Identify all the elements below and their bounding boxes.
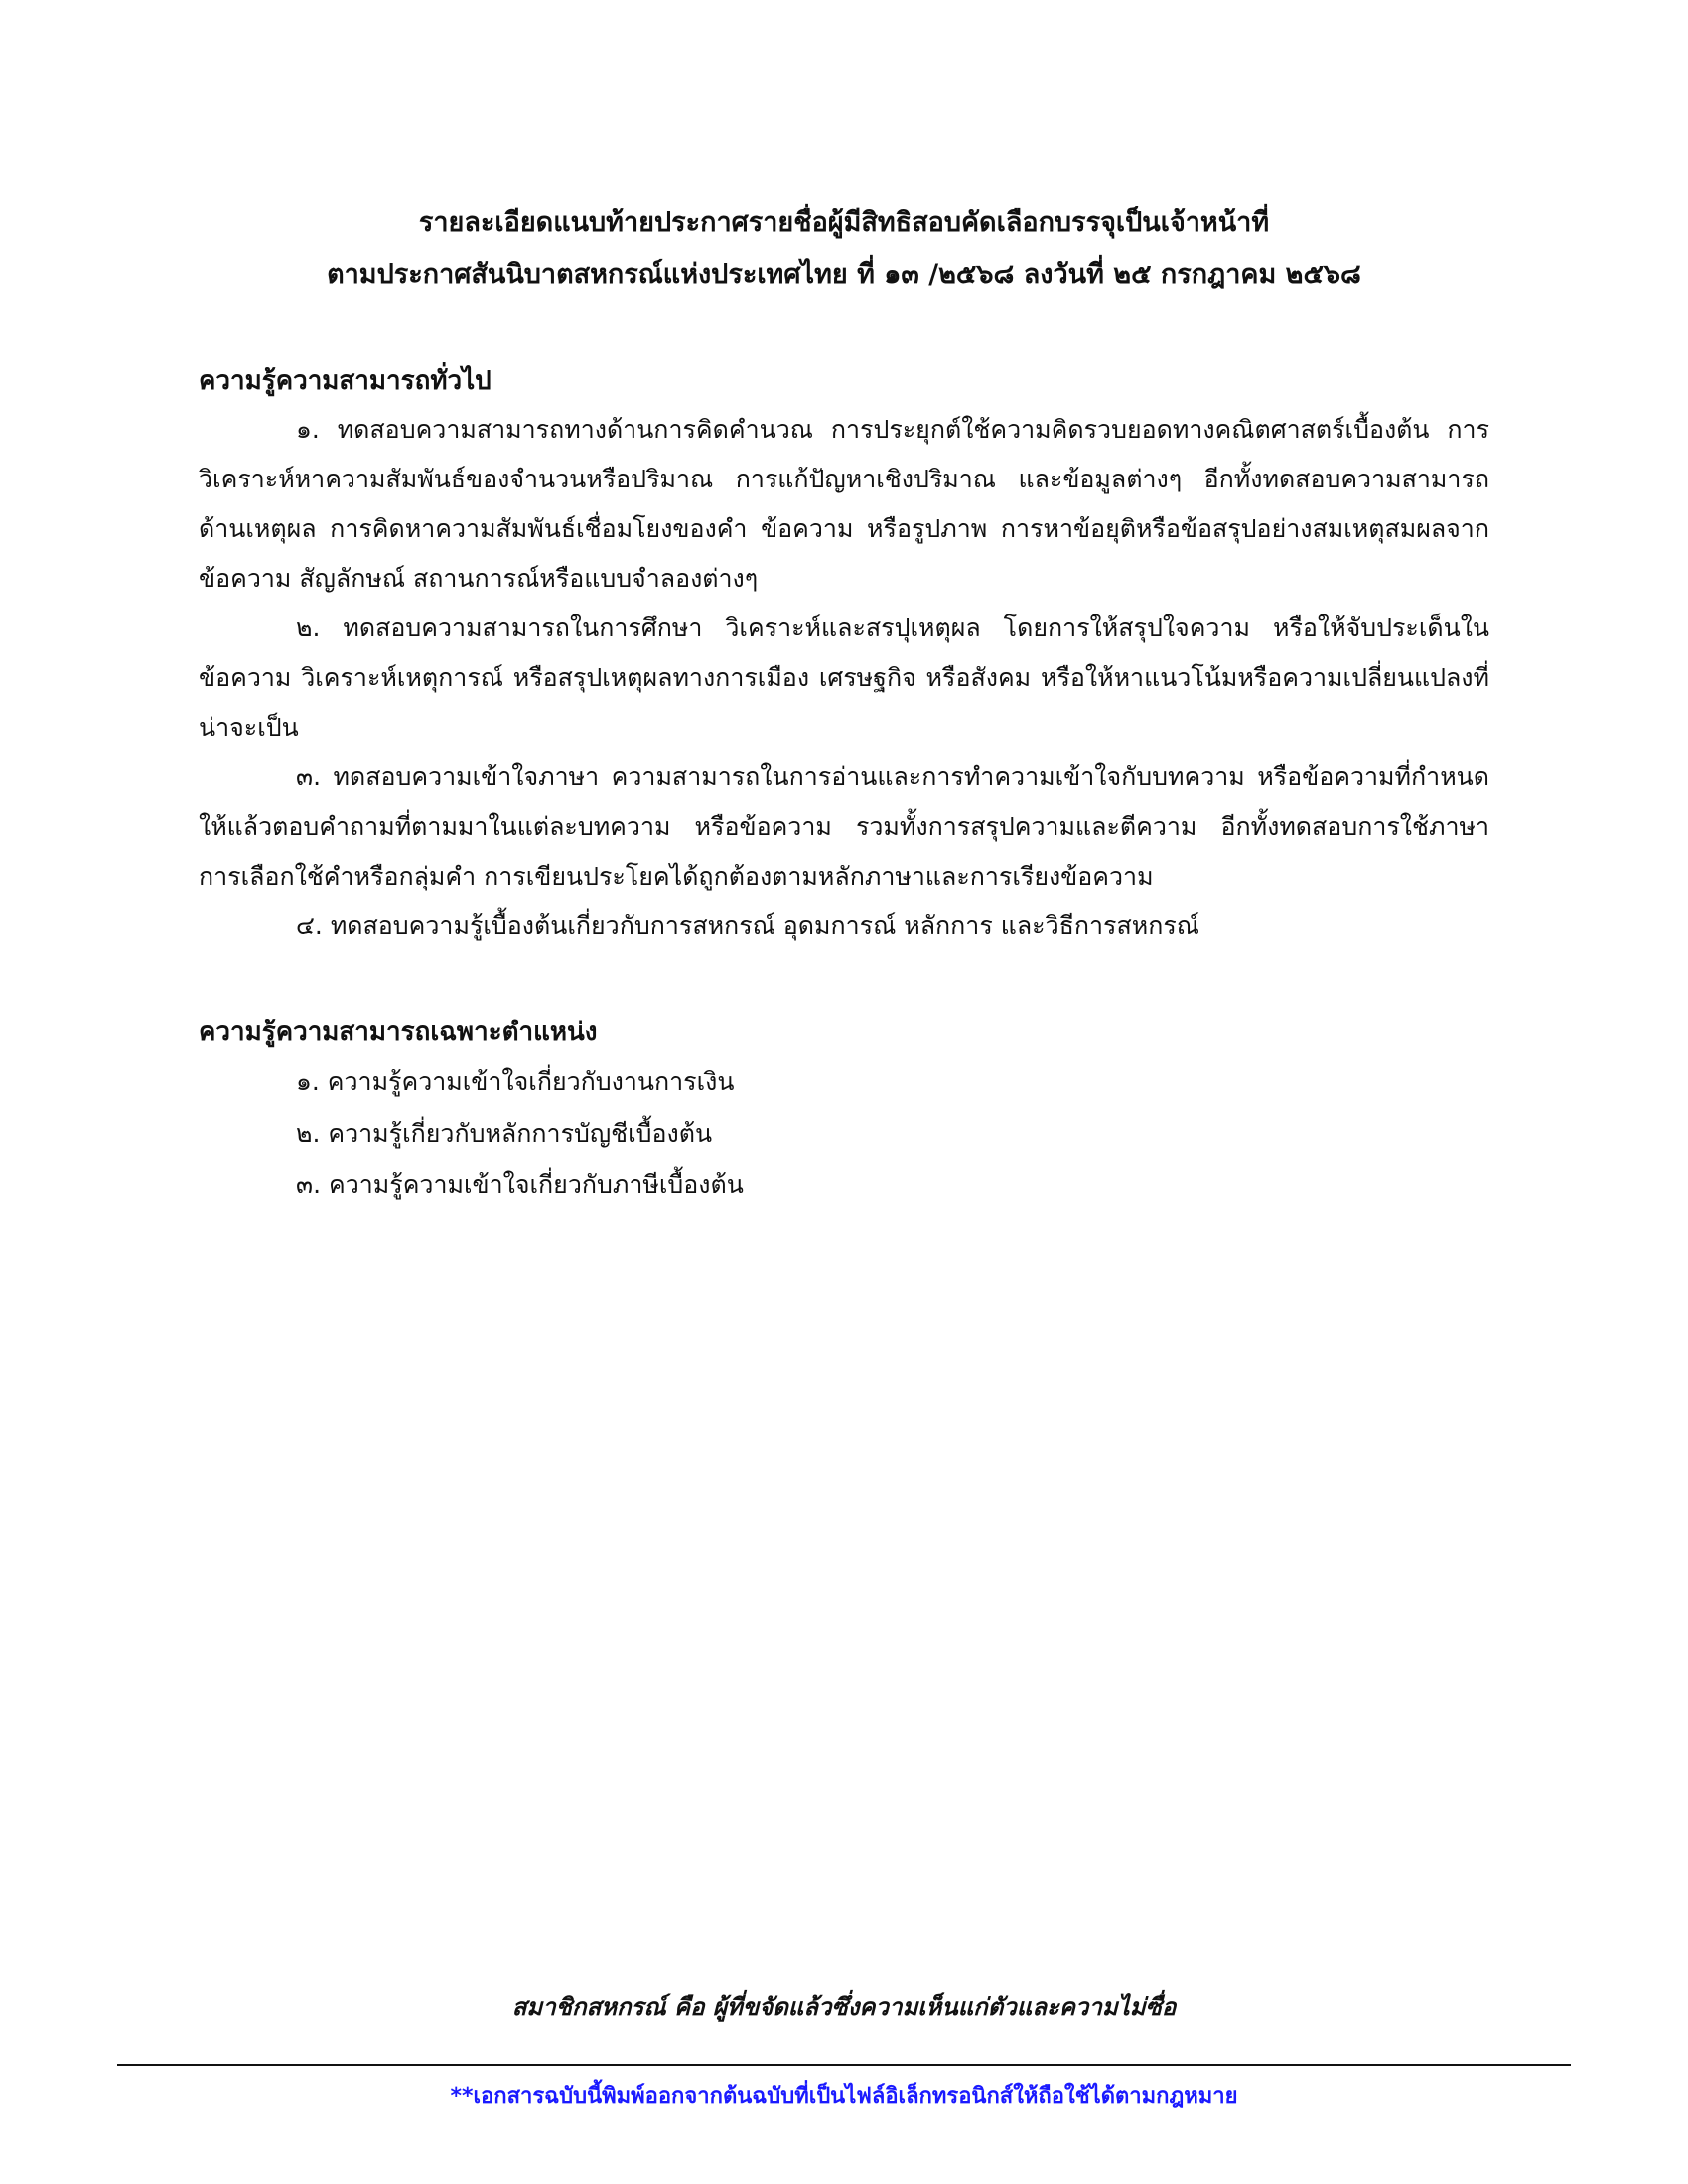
general-section-heading: ความรู้ความสามารถทั่วไป [199,366,492,396]
specific-item-1: ๑. ความรู้ความเข้าใจเกี่ยวกับงานการเงิน [296,1067,735,1096]
specific-item-3: ๓. ความรู้ความเข้าใจเกี่ยวกับภาษีเบื้องต้น [296,1170,744,1199]
footer-divider [117,2064,1571,2066]
specific-section-list [296,1056,744,1211]
electronic-copy-notice: **เอกสารฉบับนี้พิมพ์ออกจากต้นฉบับที่เป็นไฟล์อิเล็กทรอนิกส์ให้ถือใช้ได้ตามกฎหมาย [450,2084,1238,2109]
specific-item-2: ๒. ความรู้เกี่ยวกับหลักการบัญชีเบื้องต้น [296,1119,713,1148]
specific-section-heading: ความรู้ความสามารถเฉพาะตำแหน่ง [199,1018,598,1047]
general-item-2: ๒. ทดสอบความสามารถในการศึกษา วิเคราะห์และสรปุเหตุผล โดยการให้สรุปใจความ หรือให้จับประเด็นในข้อความ วิเคราะห์เหตุการณ์ หรือสรุปเหตุผลทางการเมือง เศรษฐกิจ หรือสังคม หรือให้หาแนวโน้มหรือความเปลี่ยนแปลงที่น่าจะเป็น [199,614,1489,742]
general-item-4: ๔. ทดสอบความรู้เบื้องต้นเกี่ยวกับการสหกรณ์ อุดมการณ์ หลักการ และวิธีการสหกรณ์ [296,911,1199,940]
document-title-line-2: ตามประกาศสันนิบาตสหกรณ์แห่งประเทศไทย ที่ ๑๓ /๒๕๖๘ ลงวันที่ ๒๕ กรกฎาคม ๒๕๖๘ [327,259,1361,290]
general-item-1: ๑. ทดสอบความสามารถทางด้านการคิดคำนวณ การประยุกต์ใช้ความคิดรวบยอดทางคณิตศาสตร์เบื้องต้น การวิเคราะห์หาความสัมพันธ์ของจำนวนหรือปริมาณ การแก้ปัญหาเชิงปริมาณ และข้อมูลต่างๆ อีกทั้งทดสอบความสามารถด้านเหตุผล การคิดหาความสัมพันธ์เชื่อมโยงของคำ ข้อความ หรือรูปภาพ การหาข้อยุติหรือข้อสรุปอย่างสมเหตุสมผลจากข้อความ สัญลักษณ์ สถานการณ์หรือแบบจำลองต่างๆ [199,415,1489,593]
general-item-3: ๓. ทดสอบความเข้าใจภาษา ความสามารถในการอ่านและการทำความเข้าใจกับบทความ หรือข้อความที่กำหนดให้แล้วตอบคำถามที่ตามมาในแต่ละบทความ หรือข้อความ รวมทั้งการสรุปความและตีความ อีกทั้งทดสอบการใช้ภาษา การเลือกใช้คำหรือกลุ่มคำ การเขียนประโยคได้ถูกต้องตามหลักภาษาและการเรียงข้อความ [199,762,1489,890]
general-section-body [199,405,1489,951]
document-title-line-1: รายละเอียดแนบท้ายประกาศรายชื่อผู้มีสิทธิสอบคัดเลือกบรรจุเป็นเจ้าหน้าที่ [418,207,1270,238]
cooperative-motto: สมาชิกสหกรณ์ คือ ผู้ที่ขจัดแล้วซึ่งความเห็นแก่ตัวและความไม่ซื่อ [511,1993,1177,2021]
